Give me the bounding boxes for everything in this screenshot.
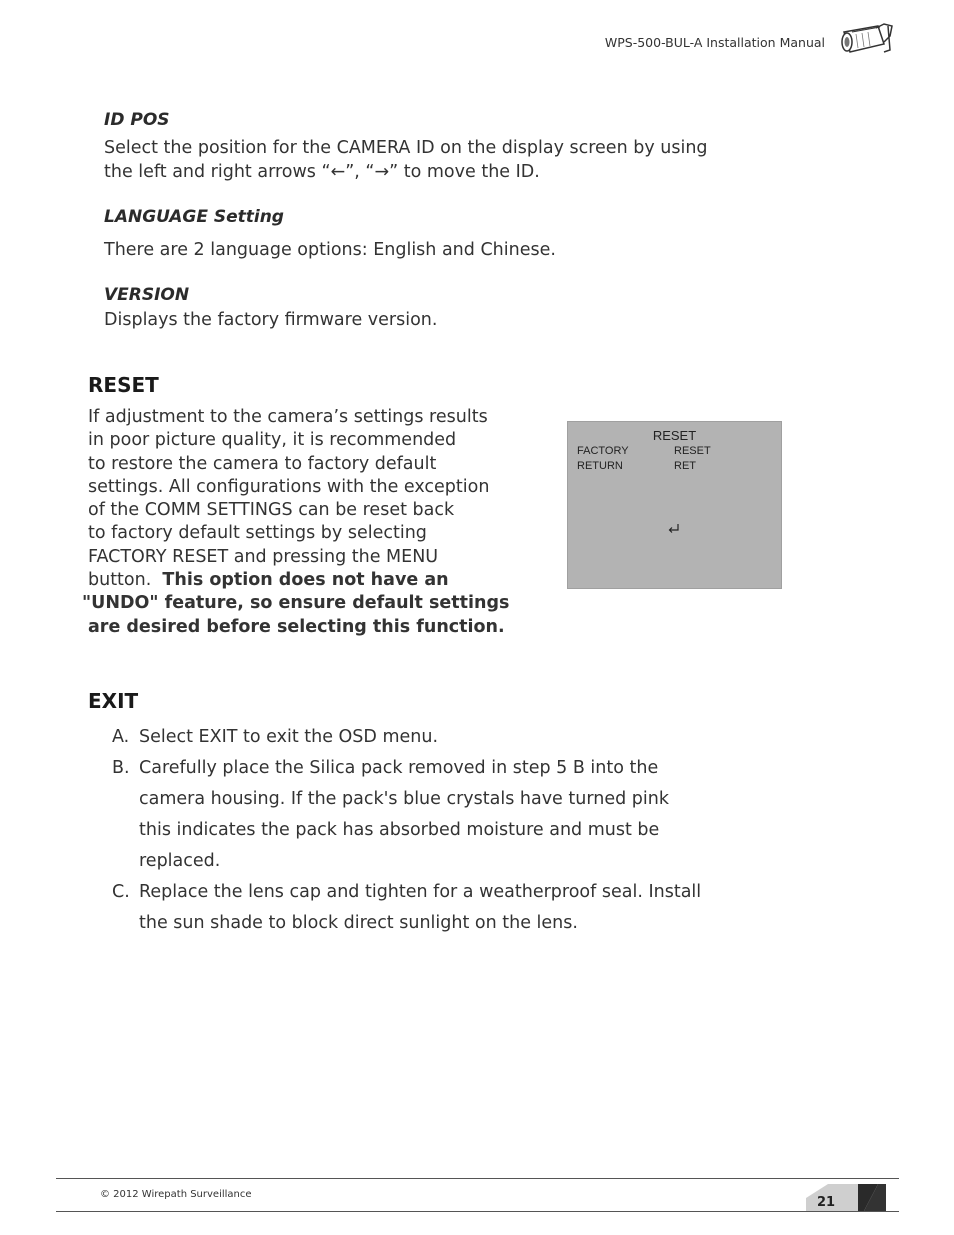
list-item-text: the sun shade to block direct sunlight on the lens. [139, 913, 578, 933]
id-pos-heading: ID POS [104, 110, 170, 130]
page-number: 21 [816, 1195, 836, 1210]
list-item-text: Replace the lens cap and tighten for a weatherproof seal. Install [139, 882, 702, 902]
reset-line: to restore the camera to factory default [88, 453, 437, 474]
list-marker: B. [112, 758, 130, 778]
reset-warning: are desired before selecting this function. [88, 616, 505, 637]
list-item-text: replaced. [139, 851, 221, 871]
version-description: Displays the factory firmware version. [104, 310, 438, 330]
reset-line: FACTORY RESET and pressing the MENU [88, 546, 439, 567]
reset-line: settings. All configurations with the exception [88, 476, 490, 497]
osd-factory-label: FACTORY [577, 445, 629, 457]
list-item [112, 753, 772, 877]
reset-description [82, 406, 528, 639]
reset-line [88, 569, 528, 592]
exit-heading: EXIT [88, 689, 139, 713]
id-pos-line-2: the left and right arrows “←”, “→” to move the ID. [104, 162, 540, 182]
footer-copyright: © 2012 Wirepath Surveillance [100, 1189, 252, 1200]
id-pos-line-1: Select the position for the CAMERA ID on the display screen by using [104, 138, 708, 158]
reset-heading: RESET [88, 373, 159, 397]
osd-return-label: RETURN [577, 460, 623, 472]
reset-warning: "UNDO" feature, so ensure default settings [82, 593, 510, 614]
list-item-text: this indicates the pack has absorbed moisture and must be [139, 820, 660, 840]
list-marker: A. [112, 727, 130, 747]
language-heading: LANGUAGE Setting [104, 207, 284, 227]
footer-divider-bottom [56, 1211, 899, 1212]
list-item-text: Select EXIT to exit the OSD menu. [139, 727, 439, 747]
language-description: There are 2 language options: English and Chinese. [104, 240, 556, 260]
list-item [112, 722, 772, 753]
osd-factory-value: RESET [674, 445, 711, 457]
list-item-text: Carefully place the Silica pack removed in step 5 B into the [139, 758, 659, 778]
list-marker: C. [112, 882, 130, 902]
enter-icon [668, 524, 680, 534]
osd-return-value: RET [674, 460, 696, 472]
reset-line-plain: button. [88, 570, 163, 591]
list-item-text: camera housing. If the pack's blue crystals have turned pink [139, 789, 669, 809]
osd-title: RESET [652, 428, 697, 443]
id-pos-description [104, 136, 708, 184]
reset-line: in poor picture quality, it is recommended [88, 430, 457, 451]
exit-steps-list [112, 722, 772, 939]
reset-line: of the COMM SETTINGS can be reset back [88, 500, 455, 521]
manual-title: WPS-500-BUL-A Installation Manual [604, 35, 825, 50]
list-item [112, 877, 772, 939]
version-heading: VERSION [104, 285, 190, 305]
reset-warning-start: This option does not have an [162, 570, 449, 591]
security-camera-icon [838, 22, 894, 56]
reset-line: to factory default settings by selecting [88, 523, 427, 544]
reset-line: If adjustment to the camera’s settings results [88, 407, 488, 427]
footer-divider-top [56, 1178, 899, 1179]
osd-reset-screen [567, 421, 782, 589]
